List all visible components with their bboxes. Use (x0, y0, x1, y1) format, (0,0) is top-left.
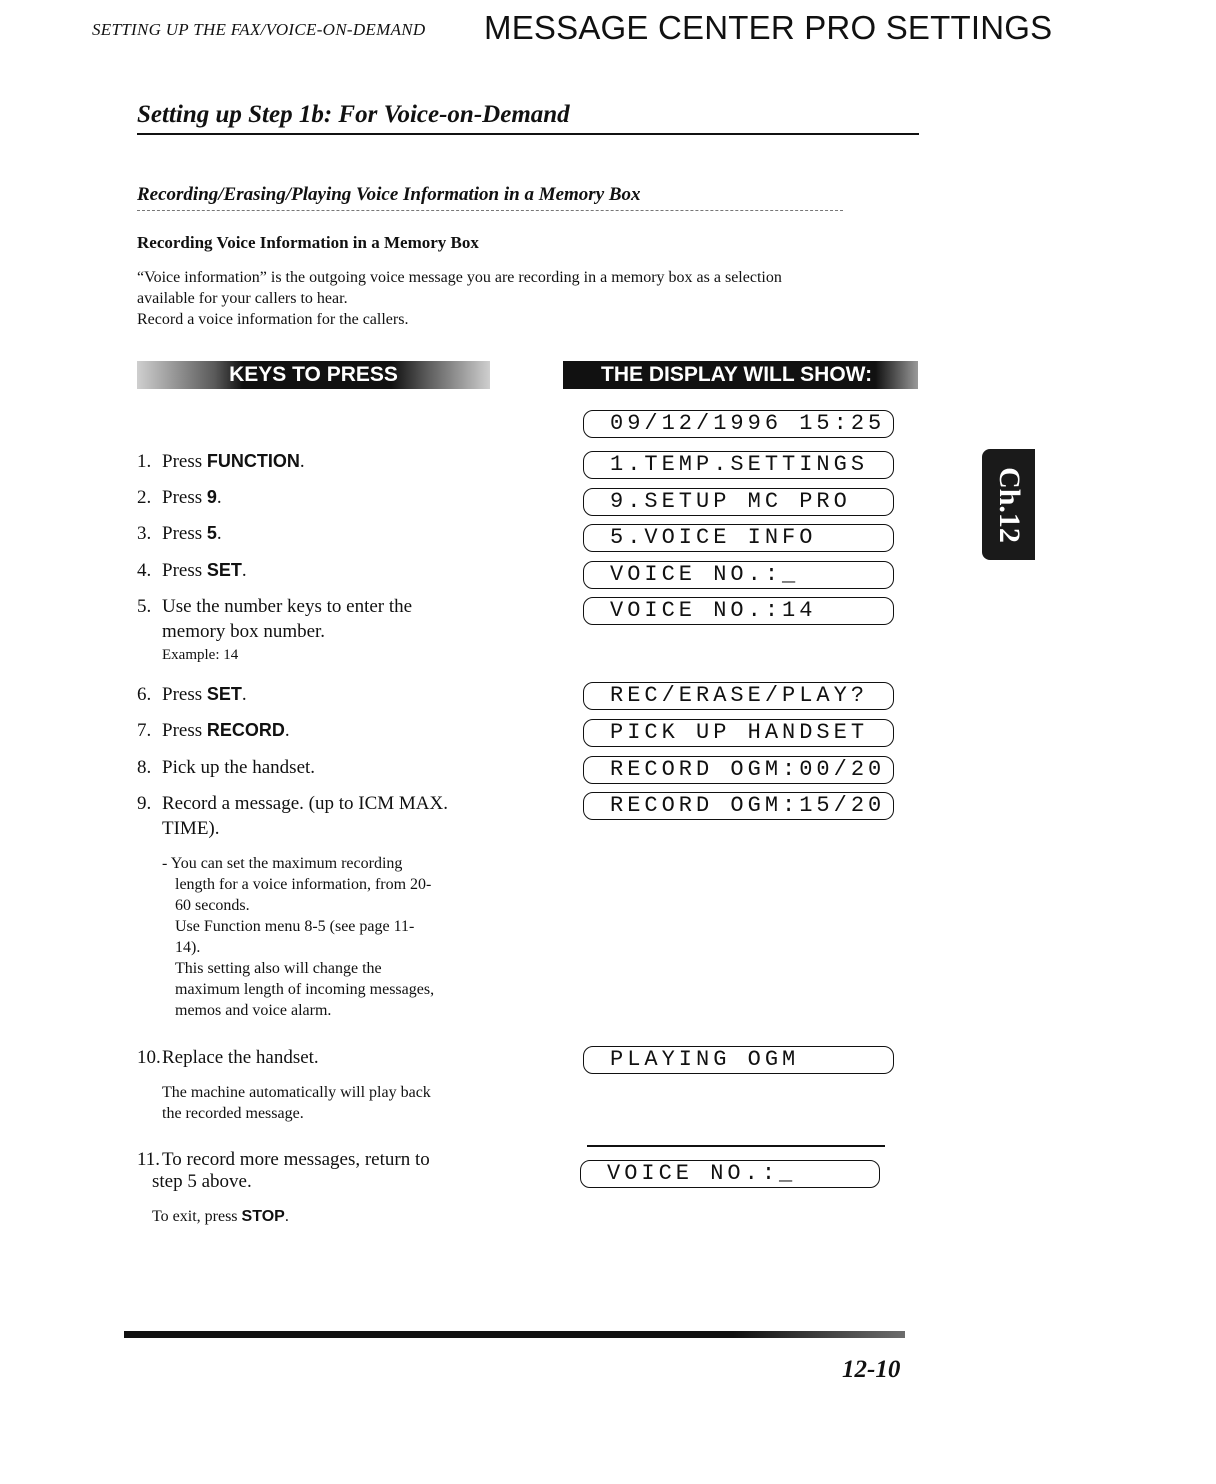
step-8 (137, 755, 315, 780)
step-10-note (162, 1082, 431, 1124)
step-text: Press (162, 560, 207, 581)
step-text: Press (162, 684, 207, 705)
note-line: Use Function menu 8-5 (see page 11- (175, 918, 415, 935)
intro-line: Record a voice information for the callers. (137, 311, 409, 328)
note-line: maximum length of incoming messages, (175, 981, 435, 998)
key-record: RECORD (206, 720, 285, 740)
step-text: Pick up the handset. (162, 757, 316, 778)
lcd-display: 09/12/1996 15:25 (583, 410, 894, 438)
section-divider (137, 133, 919, 135)
intro-line: available for your callers to hear. (137, 290, 348, 307)
page-number: 12-10 (842, 1356, 901, 1383)
note-line: This setting also will change the (175, 960, 382, 977)
step-number: 11. (137, 1149, 161, 1170)
step-text: Press (162, 523, 207, 544)
lcd-display: 9.SETUP MC PRO (583, 488, 894, 516)
step-4 (137, 558, 247, 583)
step-number: 2. (137, 487, 152, 508)
subsection-title: Recording/Erasing/Playing Voice Information in a Memory Box (137, 184, 641, 205)
lcd-display: PLAYING OGM (583, 1046, 894, 1074)
step-5-continued: memory box number. (162, 621, 326, 642)
step-number: 9. (137, 793, 152, 814)
lcd-display: VOICE NO.:_ (580, 1160, 880, 1188)
lcd-display: PICK UP HANDSET (583, 719, 894, 747)
step-number: 4. (137, 560, 152, 581)
step-number: 1. (137, 451, 152, 472)
note-line: the recorded message. (162, 1105, 304, 1122)
recording-heading: Recording Voice Information in a Memory Box (137, 233, 479, 252)
step-end: . (241, 684, 247, 705)
step-number: 10. (137, 1047, 161, 1068)
step-text: Press (162, 720, 207, 741)
lcd-display: VOICE NO.:_ (583, 561, 894, 589)
key-function: FUNCTION (206, 451, 300, 471)
footer-divider (124, 1331, 905, 1338)
step-text: Replace the handset. (162, 1047, 319, 1068)
note-line: The machine automatically will play back (162, 1084, 431, 1101)
step-end: . (284, 720, 290, 741)
lcd-display: 1.TEMP.SETTINGS (583, 451, 894, 479)
note-line: 60 seconds. (175, 897, 250, 914)
step-9-note (162, 853, 435, 1021)
key-stop: STOP (241, 1208, 285, 1225)
lcd-display: REC/ERASE/PLAY? (583, 682, 894, 710)
step-1 (137, 449, 305, 474)
step-text: Record a message. (up to ICM MAX. (162, 793, 449, 814)
lcd-display: RECORD OGM:00/20 (583, 756, 894, 784)
chapter-tab (982, 449, 1035, 560)
step-number: 3. (137, 523, 152, 544)
step-end: . (216, 523, 222, 544)
display-will-show-banner: THE DISPLAY WILL SHOW: (563, 361, 918, 389)
step-10 (137, 1045, 319, 1070)
keys-to-press-banner: KEYS TO PRESS (137, 361, 490, 389)
exit-text: To exit, press (152, 1208, 242, 1225)
chapter-tab-label: Ch.12 (992, 466, 1026, 543)
note-line: memos and voice alarm. (175, 1002, 332, 1019)
step-11-exit-note (152, 1206, 289, 1227)
step-3 (137, 521, 222, 546)
step-5 (137, 594, 412, 619)
intro-line: “Voice information” is the outgoing voice message you are recording in a memory box as a selection (137, 269, 782, 286)
step-11-continued: step 5 above. (152, 1171, 252, 1192)
step-end: . (216, 487, 222, 508)
step-2 (137, 485, 222, 510)
step-7 (137, 718, 290, 743)
note-line: - You can set the maximum recording (162, 855, 403, 872)
step-9 (137, 791, 448, 816)
note-line: 14). (175, 939, 201, 956)
step-number: 5. (137, 596, 152, 617)
step-text: To record more messages, return to (162, 1149, 430, 1170)
step-text: Press (162, 487, 207, 508)
step-5-example: Example: 14 (162, 647, 239, 663)
intro-paragraph (137, 267, 927, 330)
key-9: 9 (206, 487, 217, 507)
lcd-top-bar (587, 1145, 885, 1147)
step-end: . (241, 560, 247, 581)
step-number: 7. (137, 720, 152, 741)
step-number: 6. (137, 684, 152, 705)
step-number: 8. (137, 757, 152, 778)
note-line: length for a voice information, from 20- (175, 876, 432, 893)
step-end: . (299, 451, 305, 472)
lcd-display: 5.VOICE INFO (583, 524, 894, 552)
step-6 (137, 682, 247, 707)
key-set: SET (206, 684, 242, 704)
lcd-display: RECORD OGM:15/20 (583, 792, 894, 820)
header-page-title: MESSAGE CENTER PRO SETTINGS (484, 9, 1053, 46)
step-text: Press (162, 451, 207, 472)
header-section-label: SETTING UP THE FAX/VOICE-ON-DEMAND (92, 20, 426, 39)
subsection-divider (137, 210, 843, 211)
step-text: Use the number keys to enter the (162, 596, 413, 617)
key-set: SET (206, 560, 242, 580)
lcd-display: VOICE NO.:14 (583, 597, 894, 625)
section-title: Setting up Step 1b: For Voice-on-Demand (137, 101, 570, 128)
exit-end: . (284, 1208, 289, 1225)
step-9-continued: TIME). (162, 818, 220, 839)
key-5: 5 (206, 523, 217, 543)
